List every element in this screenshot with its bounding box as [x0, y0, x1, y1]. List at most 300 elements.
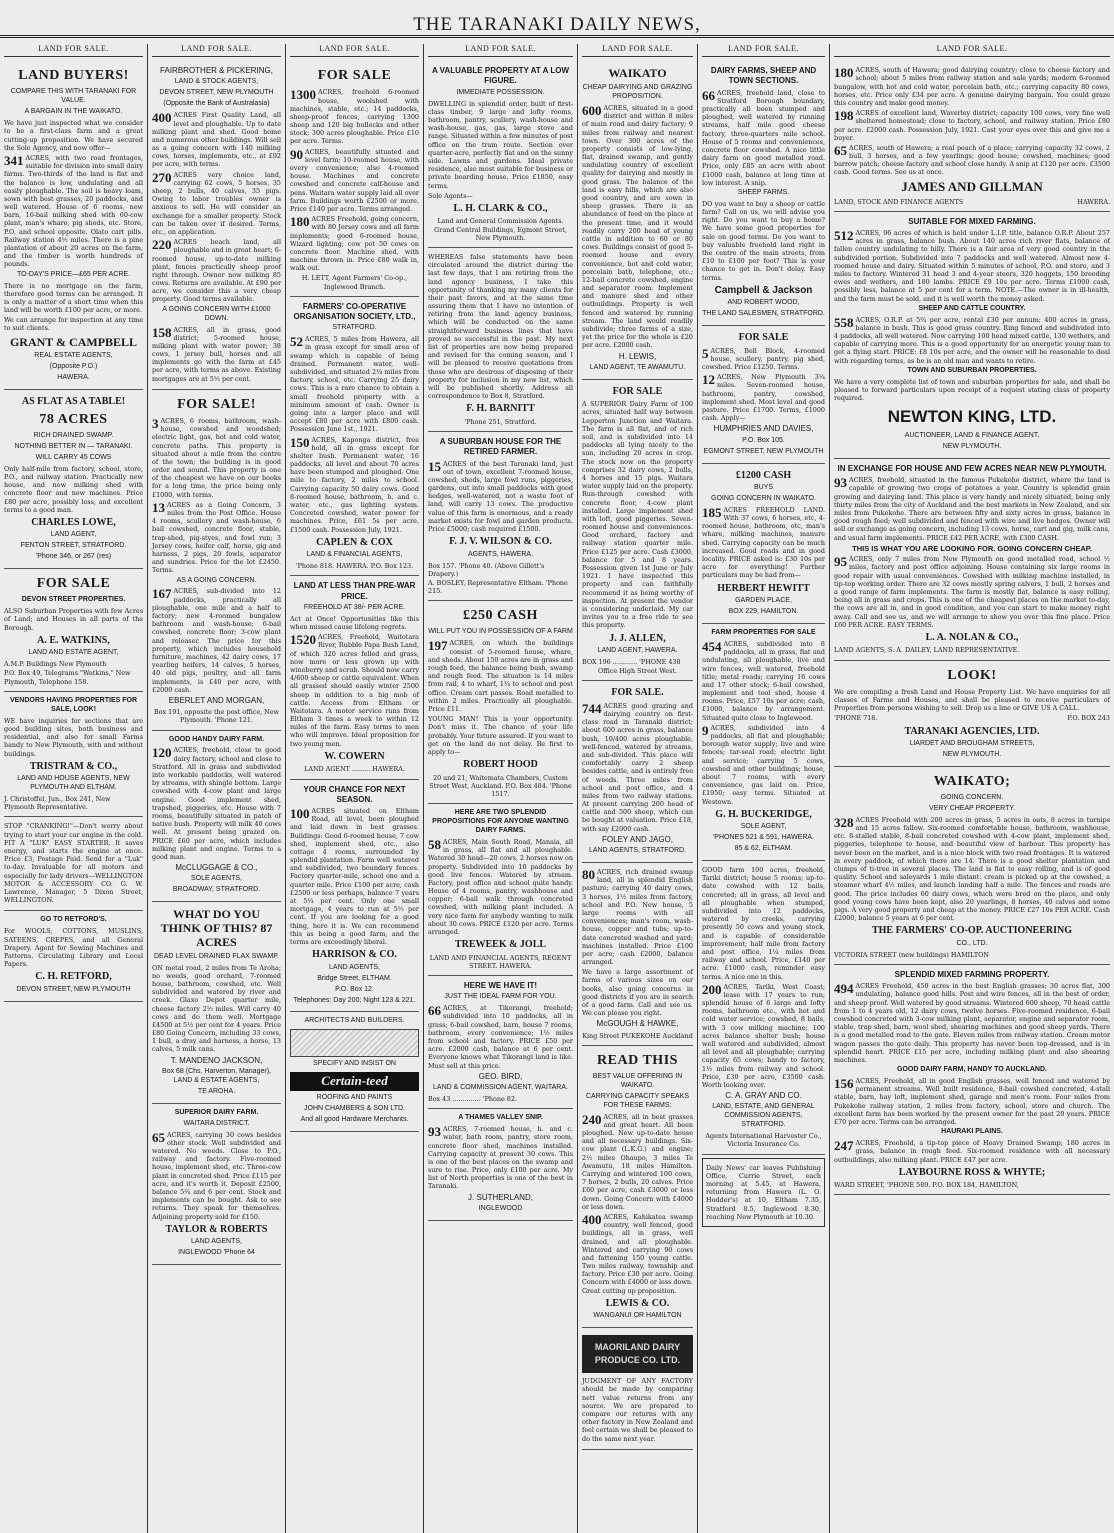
- column-6: [698, 44, 830, 1533]
- ad-subhead: DEAD LEVEL DRAINED FLAX SWAMP.: [154, 952, 279, 960]
- ad-headline: FOR SALE.: [611, 687, 664, 699]
- ad-handy-dairy: [152, 731, 281, 903]
- agent-line: LAND AGENTS,: [329, 963, 380, 971]
- ad-text: We can arrange for inspection at any time to suit clients.: [4, 316, 143, 333]
- acres-figure: 1300: [290, 87, 316, 103]
- ad-text: DO you want to buy a sheep or cattle farm? Call on us, we will advise you right. Do you want to buy a home? We have some good properties for sale on good terms. Do you want to buy valuable freehold land right in the centre of the main streets, from £10 to £100 per foot? This is your chance to get in. Don't delay. Easy terms.: [702, 199, 825, 282]
- ad-headline: A VALUABLE PROPERTY AT A LOW FIGURE.: [431, 66, 570, 86]
- ad-subhead: BEST VALUE OFFERING IN WAIKATO.: [592, 1072, 683, 1089]
- agent-name: G. H. BUCKERIDGE,: [715, 808, 812, 820]
- ad-headline: A THAMES VALLEY SNIP.: [458, 1114, 543, 1122]
- agent-line: INGLEWOOD 'Phone 64: [178, 1249, 255, 1257]
- agent-line: 85 & 62, ELTHAM.: [734, 845, 793, 853]
- acres-figure: 180: [834, 65, 854, 81]
- listing-text: ACRES, Freehold, Waitotara River, Rubble Papa Bush Land, of which 320 acres felled and grass, now more or less grown up with wineberry and scrub. Should now carry 4/600 sheep or cattle equivalent. When all grassed should easily winter 2500 sheep in addition to a big mob of cattle. Access from Eltham or Waitotara. A motor service runs from Eltham 3 times a week to within 12 miles of the farm. Easy terms to men who will improve. Ideal proposition for two young men.: [290, 633, 419, 748]
- agent-name: T. MANDENO JACKSON,: [170, 1055, 263, 1065]
- acres-figure: 240: [582, 1111, 602, 1127]
- agent-name: JAMES AND GILLMAN: [901, 178, 1043, 194]
- ad-headline: SUPERIOR DAIRY FARM.: [174, 1108, 259, 1116]
- house-illustration: [290, 1029, 419, 1057]
- agent-line: SOLE AGENT,: [740, 823, 787, 831]
- agent-name: ROBERT HOOD: [463, 759, 538, 771]
- listing-text: ACRES, south of Hawera; good dairying country; close to cheese factory and school; about 5 miles from railway station and sale yards; modern 6-roomed bungalow, with hot and cold water, porcelain bath, etc.; carrying capacity 80 cows, horses, etc. Price only £34 per acre. A genuine dairying bargain. You could graze this country and make good money.: [834, 66, 1110, 107]
- ad-fairbrother: [152, 61, 281, 390]
- acres-figure: 1520: [290, 632, 316, 648]
- ad-headline: WHAT DO YOU THINK OF THIS? 87 ACRES: [160, 907, 273, 949]
- agent-line: LIARDET AND BROUGHAM STREETS,: [909, 740, 1035, 748]
- listing-text: ACRES Freehold, 450 acres in the best English grasses; 30 acres flat, 300 undulating, balance good hills. Post and wire fences, all in the best of order, and sheep proof. Well watered by good streams. Wintered 600 sheep, 70 head cattle from 1 to 4 years old, 12 dairy cows, twelve horses. Five-roomed residence, 6-bail cowshed concreted with 3-cow milking plant, separator, engine and separator room, stable, trap shed, barn, wool shed, shearing machines and good sheep yards. There is a good metalled road to the gate. Eleven miles from railway station. Cream motor wagon passes the gate daily. This property has never been top-dressed, and is in splendid heart. PRICE £15 per acre, including milking plant and also shearing machines.: [834, 982, 1110, 1064]
- column-2: [148, 44, 286, 1533]
- agent-line: AGENTS, HAWERA.: [467, 550, 534, 558]
- ad-subhead: TOWN AND SUBURBAN PROPERTIES.: [907, 366, 1037, 374]
- agent-line: H. LETT, Agent Farmers' Co-op., Inglewood Branch.: [301, 274, 408, 291]
- agent-line: NEW PLYMOUTH.: [942, 443, 1002, 451]
- agent-line: WANGANUI OR HAMILTON: [593, 1312, 682, 1320]
- listing-text: ACRES, with two road frontages, suitable for division into small dairy farms. Two-thirds of the land is flat and the balance is low, undulating and all easily ploughable. The soil is heavy loam, sown with best grasses, 20 paddocks, and well watered. House of 6 rooms, new barn, 16-bail milking shed with 60-cow plant, man's whare, pig sheds, etc. Store, P.O. and school opposite. Olato cart pills. Railway station 4½ miles. There is a pine plantation of about 20 acres on the farm, and the timber is worth hundreds of pounds.: [4, 153, 143, 269]
- agent-name: J. J. ALLEN,: [609, 632, 666, 644]
- acres-figure: 13: [152, 499, 165, 515]
- ad-headline: DAIRY FARMS, SHEEP AND TOWN SECTIONS.: [710, 66, 817, 86]
- agent-line: THE LAND SALESMEN, STRATFORD.: [702, 310, 825, 318]
- agent-line: Telephones: Day 200; Night 123 & 221.: [293, 996, 416, 1004]
- agent-line: LAND AGENT ......... HAWERA.: [304, 765, 405, 774]
- ad-certain-teed: [290, 1012, 419, 1132]
- listing-text: ACRES, at Tikorangi, freehold; subdivided into 10 paddocks, all in grass; 6-bail cowshed, barn, house 7 rooms, bathroom, every convenience; 1½ miles from school and factory. PRICE £50 per acre. £2000 cash, balance at 6 per cent. Everyone knows what Tikorangi land is like. Must sell at this price.: [428, 1004, 573, 1070]
- listing-text: ACRES, Freehold, a tip-top piece of Heavy Drained Swamp; 180 acres in grass, balance in rough feed. Six-roomed residence with all necessary outbuildings, also milking plant. PRICE £47 per acre.: [834, 1139, 1110, 1164]
- ad-james-gillman: [834, 61, 1110, 212]
- agent-line: AND ROBERT WOOD,: [727, 299, 800, 307]
- agent-name: GEO. BIRD,: [478, 1071, 523, 1081]
- acres-figure: 93: [834, 475, 847, 491]
- listing-text: ACRES First Quality Land, all level and ploughable. Up to date milking plant and shed. Good home and numerous other buildings. Will sell as a going concern with 140 milking cows, horses, implements, etc., at £92 per acre, with terms.: [152, 111, 281, 169]
- ad-subhead: WILL PUT YOU IN POSSESSION OF A FARM: [428, 628, 573, 636]
- acres-figure: 185: [702, 504, 722, 520]
- listing-text: ACRES of excellent land, Waverley district; capacity 100 cows, very fine well sheltered homestead; close to factory, school, and railway station. Price £80 per acre. £2000 cash. Possession July, 1921. Cast your eyes over this and give me a buyer.: [834, 109, 1110, 142]
- agent-line: P.O. Box 105.: [742, 436, 785, 444]
- ad-subhead: A GOING CONCERN WITH £1000 DOWN.: [162, 305, 271, 322]
- ad-vendors: [4, 692, 143, 818]
- ad-headline: FOR SALE: [36, 576, 111, 592]
- ad-devon-street: [4, 569, 143, 692]
- acres-figure: 9: [702, 722, 709, 738]
- ad-land-buyers: [4, 61, 143, 390]
- newspaper-title: THE TARANAKI DAILY NEWS,: [413, 14, 701, 35]
- ad-text: ON metal road, 2 miles from Te Aroha; no weeds, good orchard, 7-roomed house, bathroom, cowshed, etc. Well subdivided and watered by river and creek. Glaxo Depot quarter mile, cheese factory 2½ miles. Will carry 40 cows and do them well. Mortgage £4500 at 5½ per cent for 4 years. Price £80 Going Concern, including 33 cows, 1 bull, a dray and harness, a horse, 13 calves, 5 milk cans.: [152, 963, 281, 1054]
- listing-text: ACRES, sub-divided into 12 paddocks, practically all ploughable, one mile and a half to factory; new 4-roomed bungalow bathroom and wash-house; 6-bail cowshed, concrete floor; 3-cow plant and releaser. The price for this property, which includes household furniture, machines, 42 dairy cows, 17 yearling heifers, 14 calves, 5 horses, 40 old pigs, poultry, and all farm implements, is £40 per acre, with £2000 cash.: [152, 587, 281, 694]
- agent-line: LAND AGENT, HAWERA.: [597, 647, 678, 654]
- ad-subhead: WAITARA DISTRICT.: [183, 1119, 250, 1127]
- agent-line: JOHN CHAMBERS & SON LTD.: [304, 1105, 405, 1113]
- brand-logo: Certain-teed: [290, 1072, 419, 1091]
- ad-87-acres: [152, 902, 281, 1104]
- acres-figure: 65: [834, 142, 847, 158]
- listing-text: ACRES, Kaponga district, free hold, all in grass except for shelter bush. Permanent water, 16 paddocks, all level and about 70 acres have been stumped and ploughed. One mile to factory, 2 miles to school. Carrying capacity 50 dairy cows. Good 8-roomed house, bathroom, h. and c. water, etc., gas lighting system. Concreted cowshed, water power for machines. Price, £61 5s per acre. £1500 cash. Possession July, 1921.: [290, 435, 419, 534]
- agent-line: SOLE AGENTS,: [191, 875, 242, 883]
- listing-text: ACRES Freehold with 200 acres in grass, 5 acres in oats, 8 acres in turnips and 15 acres fallow. Six-roomed comfortable house, bathroom, washhouse, etc. 8-stalled stable, 8-bail concreted cowshed with 4-cow plant, implement shed, piggeries, telephone to house, and beautiful view of harbour. This property has never been on the market, and is a nice block with two road frontages. It is watered in every paddock, of which there are 14. There is a good shelter plantation and clumps of ti-tree in several places. The land is flat to easy rolling, and is of good quality. School and saleyards 1 mile distant: cream is picked up at the cowshed, a steamer wharf 4½ miles, and launch landing half a mile. The fences and roads are good. The price includes 60 dairy cows, which were bred on the place, and only good young cows have been kept, also 20 yearlings, 8 horses, 40 calves and some pigs. A very good property and cheap at the money. PRICE £27 10s PER ACRE. Cash £2000, balance 5 years at 6 per cent.: [834, 815, 1110, 923]
- agent-line: 'Phone 346, or 267 (res): [35, 553, 112, 561]
- ad-farm-properties: [702, 624, 825, 861]
- agent-line: WARD STREET, 'PHONE 589. P.O. BOX 184, HAMILTON,: [834, 1181, 1019, 1190]
- acres-figure: 197: [428, 638, 448, 654]
- listing-text: ACRES, freehold, close to good dairy factory, school and close to Stratford. All in grass and subdivided into workable paddocks, well watered by streams, with shingle bottom. Large cowshed with 4-cow plant and large engine. Good implement shed, trapshed, piggeries, etc. House with 7 rooms, beautifully situated in patch of native bush. Property will milk 40 cows well. At present being grazed on. PRICE £60 per acre, which includes milking plant and engine. Terms to a good man.: [152, 746, 281, 861]
- agent-line: 20 and 21, Waitemata Chambers, Custom Street West, Auckland. P.O. Box 484. 'Phone 1517.: [429, 773, 572, 798]
- agent-line: LAND & FINANCIAL AGENTS,: [306, 551, 403, 559]
- ad-headline: FOR SALE: [738, 332, 789, 344]
- acres-figure: 220: [152, 237, 172, 253]
- agent-line: LAND AND HOUSE AGENTS, NEW PLYMOUTH AND ELTHAM.: [17, 775, 130, 792]
- agent-line: Box 157. 'Phone 40. (Above Gillett's Drapery.): [428, 561, 545, 578]
- agent-name: McGOUGH & HAWKE,: [596, 1019, 679, 1029]
- agent-line: [834, 714, 1110, 722]
- agent-line: LAND AND ESTATE AGENT,: [28, 649, 119, 657]
- ad-headline: SUITABLE FOR MIXED FARMING.: [908, 216, 1036, 226]
- agent-name: A. E. WATKINS,: [37, 634, 110, 646]
- ad-subhead: COMPARE THIS WITH TARANAKI FOR VALUE.: [10, 88, 137, 105]
- ad-mcgough: [582, 863, 693, 1046]
- ad-text: For WOOLS, COTTONS, MUSLINS, SATEENS, CREPES, and all General Drapery. Agent for Sewing Machines and Patterns. Circulating Library and Local Papers.: [4, 927, 143, 969]
- agent-name: W. COWERN: [324, 750, 385, 762]
- ad-subhead: BUYS: [753, 484, 774, 492]
- listing-text: ACRES, all in grass, good district; 5-roomed house, milking plant with water power; 38 cows, 1 jersey bull, horses and all implements go with the farm at £45 per acre, with terms as above. Existing mortgages are at 5½ per cent.: [152, 325, 281, 383]
- agent-line: BROADWAY, STRATFORD.: [172, 886, 261, 894]
- agent-line: LAND AGENTS, S. A. DAILEY, LAND REPRESENTATIVE.: [834, 646, 1020, 655]
- column-heading: LAND FOR SALE.: [582, 44, 693, 57]
- acres-figure: 5: [702, 345, 709, 361]
- ad-subhead: CARRYING CAPACITY SPEAKS FOR THESE FARMS:: [585, 1092, 690, 1109]
- ad-listing: [4, 154, 143, 269]
- agent-line: LAND AGENT,: [50, 531, 97, 539]
- agent-line: DEVON STREET, NEW PLYMOUTH: [159, 89, 274, 97]
- agent-line: VICTORIA STREET (new buildings) HAMILTON: [834, 950, 989, 959]
- agent-name: HERBERT HEWITT: [717, 582, 810, 594]
- agent-line: CO., LTD.: [956, 939, 988, 947]
- ad-subhead: WILL CARRY 45 COWS: [35, 453, 112, 461]
- ad-subhead: RICH DRAINED SWAMP.: [33, 431, 114, 439]
- ad-headline: ARCHITECTS AND BUILDERS.: [304, 1017, 405, 1025]
- ad-humphries: [702, 326, 825, 463]
- agent-name: THE FARMERS' CO-OP. AUCTIONEERING: [871, 925, 1073, 937]
- ad-text: YOUNG MAN! This is your opportunity. Don't miss it. The chance of your life probably. Your future assured. If you want to get on the land do not delay. Be first to apply to—: [428, 715, 574, 756]
- acres-figure: 66: [428, 1003, 441, 1019]
- ad-waikato-going: [834, 767, 1110, 965]
- ad-subhead: AS A GOING CONCERN.: [176, 576, 257, 584]
- agent-line: 'PHONES 521 & 591, HAWERA.: [712, 834, 815, 842]
- agent-line: GARDEN PLACE,: [735, 597, 792, 605]
- ad-headline: £1200 CASH: [735, 469, 792, 481]
- ad-headline: HERE WE HAVE IT!: [463, 981, 538, 991]
- ad-text: DWELLING in splendid order, built of first-class timber, 9 large and lofty rooms, bathroom, pantry, scullery, wash-house and wash-house, gas, gas, large stove and range. Situated within a few minutes of post office on the tram route. Section over quarter-acre, perfectly flat and on the sunny side. Lawns and gardens. Ideal private residence, also most suitable for business or private boarding house. Price £1850, easy terms.: [428, 99, 573, 190]
- acres-figure: 52: [290, 334, 303, 350]
- agent-line: NEW PLYMOUTH.: [942, 750, 1002, 758]
- listing-text: ACRES, freehold, situated in the famous Pukekohe district, where the land is capable of growing two crops of potatoes a year. Country is splendid grain growing and dairying land. This place is very handy and nicely situated, being only thirty miles from the city of Auckland and the best markets in New Zealand, and six miles from Pukekohe. There are between fifty and sixty acres in grass, balance in good rough feed; well subdivided and fenced with wire and live hedges. Owner will sell or exchange as going concern, including 13 cows, horse, cart and gig, milk cans, and usual farm implements. PRICE £42 PER ACRE, with £300 CASH.: [834, 476, 1110, 542]
- ad-subhead: GOING CONCERN.: [940, 794, 1004, 802]
- agent-name: HARRISON & CO.: [312, 949, 397, 961]
- listing-text: ACRES, New Plymouth 3¼ miles. Seven-roomed house, bathroom, pantry, cowshed, implement shed. Most level and good pasture. Price £1700. Terms, £1000 cash. Apply—: [702, 373, 825, 423]
- listing-text: ACRES, beautifully situated and level farm; 10-roomed house, with every convenience; also 4-roomed house. Machines and concrete cowshed and concrete calf-house and pens. Waitara water supply laid all over farm. Buildings worth £2500 or more. Price £140 per acre. Terms arranged.: [290, 147, 419, 213]
- ad-text: We have a large assortment of farms of various sizes on our books, also going concerns in good districts if you are in search of a good farm. Call and see us. We can please you right.: [582, 968, 693, 1018]
- ad-headline: LAND AT LESS THAN PRE-WAR PRICE.: [293, 581, 416, 601]
- po-box: P.O. BOX 243: [1067, 714, 1110, 723]
- ad-text: A SUPERIOR Dairy Farm of 100 acres, situated half way between Lepperton Junction and Waitara. The farm is all flat, and of rich soil, and is subdivided into 14 paddocks all lying nicely to the sun, including 20 acres in crop. The stock now on the property comprises 32 dairy cows, 2 bulls, 4 horses and 15 pigs. Waitara water supply laid on the property. Run-through cowshed with concrete floor, 4-cow plant installed. Large implement shed with loft, good piggeries. Seven-roomed house and conveniences. Good orchard, factory and railway station quarter mile. Price £125 per acre. Cash £3000, balance for 5 and 8 years. Possession given 1st June or July 1921. I have inspected this property and can faithfully recommend it as being worthy of inspection. At present the vendor is considering underlaid. My car invites you to a free ride to see this property.: [582, 400, 693, 630]
- agent-line: Box 68 (Chs. Harverton, Manager), LAND & ESTATE AGENTS,: [162, 1067, 271, 1084]
- ad-subhead: SHEEP FARMS.: [737, 188, 790, 196]
- ad-laybourne: [834, 965, 1110, 1195]
- acres-figure: 167: [152, 586, 172, 602]
- acres-figure: 198: [834, 108, 854, 124]
- agent-name: CAPLEN & COX: [316, 536, 393, 548]
- agent-line: Box 43 .............. 'Phone 82.: [428, 1094, 517, 1103]
- ad-subhead: SPECIFY AND INSIST ON: [313, 1060, 396, 1068]
- ad-text: JUDGMENT OF ANY FACTORY should be made by comparing nett value returns from any source. We are prepared to compare our returns with any other factory in New Zealand and feel certain we shall be pleased to do the same next year.: [582, 1377, 693, 1443]
- acres-figure: 600: [582, 102, 602, 118]
- listing-text: ACRES, freehold land, close to Stratford Borough boundary, practically all been stumped and ploughed, well watered by running streams, half mile good cheese factory, three-quarters mile school. House of 5 rooms and conveniences, concrete floor cowshed. A nice little dairy farm on good metalled road. Price, only £85 an acre with about £1000 cash, balance at long time at low interest. A snip.: [702, 88, 825, 187]
- ad-text: We have a very complete list of town and suburban properties for sale, and shall be pleased to forward particulars upon receipt of a request stating class of property required.: [834, 377, 1110, 403]
- acres-figure: 158: [152, 324, 172, 340]
- ad-text: GOOD farm 100 acres, freehold, Tariki district; house 5 rooms; up-to-date cowshed with 12 bails, concreted; all in grass, all level and all ploughable when stumped, subdivided into 12 paddocks, watered by creeks, carrying presently 50 cows and young stock, and is capable of considerable improvement; half mile from factory and post office, 1¼ miles from railway and school. Price, £140 per acre. £1000 cash, reminder easy terms. A nice one in this.: [702, 866, 825, 981]
- ad-headline: READ THIS: [597, 1052, 678, 1068]
- agent-line: P.O. Box 49, Telegrams "Watkins," New Plymouth, Telephone 158.: [4, 669, 131, 686]
- listing-text: ACRES, carrying 30 cows besides other stock. Well subdivided and watered. No weeds. Close to P.O., railway and factory. Five-roomed house, implement shed, etc. Three-cow plant in concreted shed. Price £115 per acre, and it's worth it. Deposit £2500, balance 5¾ and 6 per cent. Stock and implements can be bought. Ask to see returns. They speak for themselves. Adjoining property sold for £150.: [152, 1130, 281, 1221]
- ad-for-sale-foley: [582, 681, 693, 863]
- agent-line: Land and General Commission Agents. Grand Central Buildings, Egmont Street, New Plymouth.: [434, 217, 567, 242]
- column-3: [286, 44, 424, 1533]
- ad-flat-table: [4, 390, 143, 569]
- ad-text: WE have inquiries for sections that are good building sites, both business and residential, and also for small Farms handy to New Plymouth, with and without buildings.: [4, 716, 143, 758]
- agent-line-text: LAND, STOCK AND FINANCE AGENTS: [834, 197, 964, 206]
- acres-figure: 120: [152, 745, 172, 761]
- agent-name: F. J. V. WILSON & CO.: [449, 536, 552, 548]
- agent-line: REAL ESTATE AGENTS,: [34, 352, 113, 360]
- agent-line: LAND AND FINANCIAL AGENTS, REGENT STREET. HAWERA.: [429, 953, 572, 970]
- ad-text: Sole Agents—: [428, 191, 473, 200]
- ad-headline: FOR SALE: [317, 68, 392, 84]
- listing-text: ACRES FREEHOLD LAND. With 37 cows, 6 horses, etc, 4-roomed house, bathroom, etc, man's whare, milking machines, manure shed. Carrying capacity can be much increased. Good roads and in good locality. PRICE asked is: £30 10s per acre for everything! Further particulars may be had from—: [702, 505, 825, 580]
- acres-figure: 12: [702, 372, 715, 388]
- agent-name: FOLEY AND JAGO,: [602, 834, 673, 844]
- ad-here-we-have-it: [428, 976, 573, 1109]
- ad-headline: FARM PROPERTIES FOR SALE: [711, 629, 816, 637]
- listing-text: ACRES, only 7 miles from New Plymouth on good metalled road, school ½ miles, factory and post office adjoining. House containing six large rooms in good repair with usual conveniences. Cowshed with milking machine installed, in tip-top working order. There are 32 cows mostly spring calvers, 1 bull, 2 horses and a good range of farm implements. The farm is mostly flat, balance is easy rolling, being all in grass and crops. This is one of the cheapest places on the market to-day, the cows are all in, and in good condition, and you can start to make money right away. Call and see us, and we will arrange to show you over this fine place. Price £60 PER ACRE. EASY TERMS.: [834, 555, 1110, 629]
- agent-line: STRATFORD.: [332, 324, 377, 332]
- ad-1200-cash: [702, 464, 825, 625]
- listing-text: ACRES, all in best grasses and great heart. All been ploughed. New up-to-date house and all necessary buildings. Six-cow plant (L.K.G.) and engine; 2½ miles Ohaupo, 3 miles Te Awamutu, 18 miles Hamilton. Carrying and wintered 100 cows, 7 horses, 2 bulls, 20 calves. Price £60 per acre, cash £3000 or less down. Going Concern with £4000 or less down.: [582, 1112, 693, 1211]
- agent-line: Agents International Harvester Co., Victoria Insurance Co.: [705, 1132, 822, 1149]
- ad-retford: [4, 911, 143, 1001]
- acres-figure: 400: [582, 1211, 602, 1227]
- listing-text: ACRES Freehold, going concern, with 80 Jersey cows and all farm implements; good 6-roomed house, Wizard lighting; cow pot 50 cows on concrete floor. Machine shed, with machine thrown in. Price £80 walk in, walk out.: [290, 215, 419, 273]
- agent-line: A.M.P. Buildings New Plymouth: [4, 660, 107, 669]
- listing-text: ACRES, south of Hawera; a real peach of a place; carrying capacity 32 cows, 2 bull, 3 horses, and a few yearlings; good house; cowshed, machines; good barrow patch; cheese factory and school close handy. A snip at £120 per acre. £3500 cash. Good terms. See us at once.: [834, 143, 1110, 177]
- agent-line: [834, 198, 1110, 206]
- ad-subhead: NOTHING BETTER IN — TARANAKI.: [14, 442, 133, 450]
- ad-for-sale-lett: [290, 61, 419, 297]
- ad-text: Daily News' car leaves Publishing Office, Currie Street, each morning at 5.45, at Hawera, returning from Hawera (L. O. Hodder's) at 10, Eltham 7.35, Stratford 8.5, Inglewood 8.30, reaching New Plymouth at 10.30.: [706, 1163, 821, 1221]
- agent-name: McCLUGGAGE & CO.,: [175, 863, 258, 873]
- column-heading: LAND FOR SALE.: [834, 44, 1110, 57]
- ad-headline: LOOK!: [947, 667, 997, 683]
- acres-figure: 180: [290, 214, 310, 230]
- agent-line: King Street PUKEKOHE Auckland: [582, 1031, 693, 1040]
- agent-line: BOX 229, HAMILTON.: [728, 608, 799, 616]
- ad-subhead: CHEAP DAIRYING AND GRAZING PROPOSITION.: [582, 84, 693, 100]
- ad-daily-news-car: [702, 1158, 825, 1227]
- column-heading: LAND FOR SALE.: [702, 44, 825, 57]
- ad-headline: YOUR CHANCE FOR NEXT SEASON.: [303, 784, 406, 804]
- acres-figure: 494: [834, 981, 854, 997]
- agent-line: LAND AGENTS,: [191, 1238, 242, 1246]
- acres-figure: 100: [290, 805, 310, 821]
- ad-subhead: GOING CONCERN IN WAIKATO.: [711, 494, 816, 502]
- ad-subhead: THIS IS WHAT YOU ARE LOOKING FOR. GOING CONCERN CHEAP.: [852, 543, 1092, 553]
- acres-figure: 156: [834, 1076, 854, 1092]
- agent-line: 'Phone 818. HAWERA. P.O. Box 123.: [295, 562, 414, 571]
- listing-text: ACRES, Main South Road, Manaia, all in grass, all flat and all ploughable. Watered 30 head—20 cows, 2 horses now on property. Subdivided into 10 paddocks by good live fences. Watered by stream. Factory, post office and school quite handy. House of 4 rooms, pantry, washhouse and copper; 6-bail walk through concreted cowshed, with milking plant included. A very nice farm for anybody wanting to milk about 30 cows. PRICE £120 per acre. Terms arranged.: [428, 837, 573, 937]
- agent-line: LAND AGENTS, STRATFORD.: [588, 847, 687, 855]
- acres-figure: 90: [290, 146, 303, 162]
- masthead: [0, 0, 1114, 38]
- listing-text: ACRES beach land, all ploughable and in great heart; 6-roomed house, up-to-date milking plant, fences practically sheep proof right through. Owner now milking 85 cows. Returns are available. At £90 per acre, we consider this a very cheap property. Good terms available.: [152, 238, 281, 304]
- listing-text: ACRES, Freehold, all in good English grasses, well fenced and watered by permanent streams. Well built residence, 8-bail cowshed concreted, 4-stall stable, barn, hay loft, implement shed, garage and men's room. Four miles from Pukekohe railway station, 2 miles from factory, school, store and church. The excellent farm has been worked by the present owner for the past 20 years. PRICE £70 per acre. Terms can be arranged.: [834, 1077, 1110, 1126]
- acres-figure: 15: [428, 458, 441, 474]
- acres-figure: 150: [290, 434, 310, 450]
- agent-line: (Opposite P.O.): [49, 363, 98, 371]
- agent-name: L. A. NOLAN & CO.,: [925, 631, 1019, 643]
- listing-text: ACRES very choice land, carrying 62 cows, 5 horses, 35 sheep, 2 bulls, 40 calves, 35 pigs. Owing to labor troubles owner is anxious to sell. He will consider an exchange for a smaller property. Stock can be taken over if desired. Terms, etc., on application.: [152, 170, 281, 236]
- ad-text: We have just inspected what we consider to be a first-class farm and a great cutting-up proposition. We have secured the Sole Agency, and now offer—: [4, 119, 143, 152]
- agent-name: TARANAKI AGENCIES, LTD.: [904, 725, 1040, 737]
- ad-superior-dairy: [152, 1104, 281, 1265]
- listing-text: ACRES, rich drained swamp land, all in splendid English pasture; carrying 40 dairy cows, 3 horses, 1½ miles from factory, school and P.O. New house, 5 large rooms with all conveniences; man's room, wash-house, copper and tubs; up-to-date concreted washed and yard; machines installed. Price £100 per acre; cash £2000, balance arranged.: [582, 868, 693, 967]
- agent-line: J. Christoffel, Jun., Box 241, New Plymouth Representative.: [4, 795, 111, 812]
- ad-text: WHEREAS false statements have been circulated around the district during the last few days, that I am retiring from the land agency business, I take this opportunity of thanking my many clients for their past favors, and at the same time assuring them that I have no intention of retiring from the land agency business, which will be conducted on the same straightforward business lines that have proved so successful in the past. My next list of properties are now being prepared and revised for the coming season, and I will be pleased to receive quotations from those who are desirous of disposing of their property for inclusion in my new list, which will be published shortly. Address all correspondence to Box 8, Stratford.: [428, 252, 573, 401]
- ad-price: TO-DAY'S PRICE—£65 PER ACRE.: [16, 270, 131, 278]
- listing-text: ACRES, 5 miles from Hawera, all in grass except for small area of swamp which is capable of being drained. Permanent water, well-subdivided, and situated 2¼ miles from factory, school, etc. Carrying 25 dairy cows. This is a rare chance to obtain a small freehold property with a minimum amount of cash. Owner is going into a larger place and will accept £80 per acre with £800 cash. Possession June 1st., 1921.: [290, 335, 419, 434]
- column-7: [830, 44, 1114, 1533]
- listing-text: ACRES good grazing and dairying country on first-class road in Taranaki district; about 600 acres in grass, balance bush, 10/400 acres ploughable, well-fenced, watered by streams, and sub-divided. This place will comfortably carry 2 sheep besides cattle, and is entirely free of weeds. Three miles from school and post office, and 4 miles from two railway stations. At present carrying 200 head of cattle and 500 sheep, which can be bought at valuation. Price £18, with say £2000 cash.: [582, 701, 693, 833]
- agent-name: C. A. GRAY AND CO.: [725, 1091, 802, 1101]
- ad-headline: FOR SALE!: [177, 396, 256, 412]
- columns: [0, 44, 1114, 1533]
- ad-gray: [702, 861, 825, 1155]
- ad-two-propositions: [428, 804, 573, 976]
- acres-figure: 512: [834, 228, 854, 244]
- acres-figure: 95: [834, 554, 847, 570]
- agent-name: FAIRBROTHER & PICKERING,: [160, 66, 273, 76]
- acres-figure: 93: [428, 1124, 441, 1140]
- acres-figure: 328: [834, 814, 854, 830]
- ad-subhead: HAURAKI PLAINS.: [941, 1128, 1003, 1136]
- column-1: [0, 44, 148, 1533]
- ad-text: STOP "CRANKING!"—Don't worry about trying to start your car engine in the cold. FIT A "LUK" EASY STARTER. It saves energy, and starts the engine at once. Price £3, Postage Paid. Send for a "Luk" to-day. Invaluable for all motors and especially for lady drivers—WELLINGTON MOTOR & ACCESSORY CO. G. W. Lawrence, Manager, 5 Dixon Street, WELLINGTON.: [4, 822, 143, 905]
- ad-headline: A SUBURBAN HOUSE FOR THE RETIRED FARMER.: [439, 437, 562, 457]
- acres-figure: 58: [428, 836, 441, 852]
- ad-text: We are compiling a fresh Land and House Property List. We have enquiries for all classes of Farms and Houses, and shall be pleased to receive particulars of Properties from persons wishing to sell. Drop us a line or GIVE US A CALL.: [834, 687, 1110, 713]
- listing-text: ACRES, subdivided into 4 paddocks, all flat and ploughable; borough water supply; live and wire fences; tar-seal road; electric light and service; carrying 5 cows, cowshed and other buildings; house, about 7 rooms, with every convenience, gas laid on. Price, £1950; easy terms. Situated at Westown.: [702, 723, 825, 806]
- ad-waikato-cheap: [582, 61, 693, 380]
- agent-name: Campbell & Jackson: [714, 284, 813, 296]
- column-heading: LAND FOR SALE.: [428, 44, 573, 57]
- column-heading: LAND FOR SALE.: [152, 44, 281, 57]
- agent-line: FENTON STREET, STRATFORD.: [20, 542, 127, 550]
- agent-line: (Opposite the Bank of Australasia): [163, 100, 270, 108]
- listing-text: ACRES, Bell Block, 4-roomed house, scullery, pantry, pig shed, cowshed. Price £1250. Terms.: [702, 346, 825, 372]
- agent-line: HAWERA.: [57, 374, 90, 382]
- ad-valuable-property: [428, 61, 573, 248]
- ad-text: Only half-mile from factory, school, store, P.O., and railway station. Practically new house, and new milking shed with concrete floor and new machines. Price £80 per acre, possibly less, and excellent terms to a good man.: [4, 464, 143, 514]
- agent-line: AUCTIONEER, LAND & FINANCE AGENT,: [904, 432, 1040, 440]
- acres-figure: 341: [4, 152, 24, 168]
- listing-text: ACRES situated on Eltham Road, all level, been ploughed and laid down in best grasses. Buildings: Good 6-roomed house, 7 cow shed, implement shed, etc., also cottage 4 rooms, surrounded by splendid plantation. Farm well watered and subdivided, two boundary fences. Factory quarter-mile, school one and a quarter mile. Price £100 per acre, cash £2500 or less perhaps, balance 7 years at 5¼ per cent. Only one small mortgage, 4 years to run at 5½ per cent. If you are looking for a good thing, here it is. We can recommend this as being a good farm, and the terms are exceedingly liberal.: [290, 806, 419, 946]
- agent-name: LAYBOURNE ROSS & WHYTE;: [898, 1166, 1046, 1178]
- acres-figure: 80: [582, 867, 595, 883]
- listing-text: ACRES, subdivided into 8 paddocks, all in grass, flat and undulating, all ploughable, live and wire fences, well watered, freehold title; metal roads; carrying 16 cows and 17 other stock; 6-bail cowshed, implement and tool shed, house 4 rooms. Price, £57 10s per acre; cash, £1000, balance by arrangement. Situated quite close to Inglewood.: [702, 639, 825, 722]
- agent-line: INGLEWOOD: [478, 1204, 523, 1212]
- listing-text: ACRES, on which the buildings consist of 5-roomed house, whare, and sheds. About 150 acres are in grass and rough feed, the balance being bush, swamp and rough feed. The situation is 14 miles from rail, 4 to wharf, 1¼ to school and post office. Cream cart passes. Road metalled to within 2 miles. Practically all ploughable. Price £11.: [428, 639, 573, 713]
- column-heading: LAND FOR SALE.: [4, 44, 143, 57]
- agent-town: HAWERA.: [1077, 197, 1110, 206]
- ad-farmers-coop: [290, 297, 419, 577]
- ad-subhead: ROOFING AND PAINTS: [316, 1094, 393, 1102]
- ad-headline: VENDORS HAVING PROPERTIES FOR SALE, LOOK!: [9, 696, 138, 713]
- ad-headline: SPLENDID MIXED FARMING PROPERTY.: [894, 970, 1050, 979]
- agent-line: P.O. Box 12.: [335, 985, 374, 993]
- agent-line: LAND AGENT, TE AWAMUTU.: [589, 363, 686, 371]
- ad-read-this: [582, 1046, 693, 1328]
- listing-text: ACRES, situated in a good district and within 8 miles of main road and dairy factory; 9 miles from railway and nearest town. Over 300 acres of the property consists of low-lying, flat, drained swamp, and gently undulating country of excellent quality for dairying and mostly in good grass. The balance of the land is easy hills, which are also good country, and are sown in sheep grasses. There is an abundance of feed on the place at the present time, and it would readily carry 200 head of young cattle in addition to 60 or 80 cows. Buildings consist of good 5-roomed house and every convenience, hot and cold water, porcelain bath, telephone, etc.; 12-bail concrete cowshed, engine and separator room. Implement and manure shed and other outbuildings. Property is well fenced and watered by running stream. The land would readily subdivide; three farms of a size, yet the price for the whole is £20 per acre. £2000 cash.: [582, 103, 693, 350]
- agent-line: EGMONT STREET, NEW PLYMOUTH: [703, 447, 824, 455]
- ad-suburban-house: [428, 432, 573, 601]
- ad-subhead: IMMEDIATE POSSESSION.: [456, 88, 545, 96]
- listing-text: ACRES, 7-roomed house, h. and c. water, bath room, pantry, store room, concrete floor shed, machines installed. Carrying capacity at present 30 cows. This is one of the best places on the swamp and sure to rise. Price, only £100 per acre. My list of North properties is one of the best in Taranaki.: [428, 1125, 573, 1191]
- acres-figure: 3: [152, 415, 159, 431]
- agent-line: Bridge Street, ELTHAM.: [317, 974, 392, 982]
- column-4: [424, 44, 578, 1533]
- acres-figure: 65: [152, 1129, 165, 1145]
- agent-line: TE AROHA.: [197, 1087, 236, 1095]
- ad-barnitt: [428, 248, 573, 432]
- ad-luk-starter: [4, 817, 143, 911]
- acres-figure: 400: [152, 110, 172, 126]
- agent-name: HUMPHRIES AND DAVIES,: [713, 424, 814, 434]
- acres-figure: 558: [834, 314, 854, 330]
- agent-line: LAND, ESTATE, AND GENERAL COMMISSION AGENTS, STRATFORD.: [712, 1103, 815, 1129]
- listing-text: ACRES, Kahikatea swamp country, well fenced, good buildings, all in grass, well drained, and all ploughable. Wintered and carrying 90 cows and fattening 150 young cattle. Two miles railway, township and factory. Price £30 per acre. Going Concern with £4000 or less down. Great cutting up proposition.: [582, 1212, 693, 1295]
- ad-nolan: [834, 459, 1110, 661]
- listing-text: ACRES, freehold 6-roomed house, woolshed with machines, stable, etc.; 14 paddocks, sheep-proof fences, carrying 1300 sheep and 120 big bullocks and other stock; 300 acres ploughable. Price £10 per acre. Terms.: [290, 88, 419, 146]
- maoriland-logo: MAORILAND DAIRY PRODUCE CO. LTD.: [582, 1335, 693, 1373]
- ad-headline: HERE ARE TWO SPLENDID PROPOSITIONS FOR ANYONE WANTING DAIRY FARMS.: [432, 809, 569, 835]
- ad-text: Act at Once! Opportunities like this when missed cause lifelong regrets.: [290, 614, 419, 631]
- ad-subhead: JUST THE IDEAL FARM FOR YOU.: [444, 993, 557, 1001]
- listing-text: ACRES, 6 rooms, bathroom, wash-house, cowshed and woodshed; electric light, gas, hot and cold water, concrete paths. This property is situated about a mile from the centre of the town; the building is in good order and sound. This property is one of the cheapest we have on our books for a long time, the price being only £1000, with terms.: [152, 416, 281, 499]
- agent-name: F. H. BARNITT: [466, 403, 535, 415]
- agent-line: BOX 196 ............ 'PHONE 438: [582, 657, 681, 666]
- acres-figure: 744: [582, 700, 602, 716]
- ad-250-cash: [428, 601, 573, 804]
- agent-name: GRANT & CAMPBELL: [9, 334, 138, 349]
- ad-superior-dairy-allen: [582, 380, 693, 682]
- ad-for-sale: [152, 390, 281, 731]
- agent-name: EBERLET AND MORGAN,: [168, 695, 265, 705]
- ad-headline: WAIKATO: [608, 66, 667, 81]
- ad-text: There is no mortgage on the farm, therefore good terms can be arranged. It is only a matter of a short time when this land will be worth £100 per acre, or more.: [4, 281, 143, 315]
- agent-name: FARMERS' CO-OPERATIVE ORGANISATION SOCIETY, LTD.,: [293, 301, 416, 322]
- ad-pre-war: [290, 576, 419, 779]
- agent-line: DEVON STREET, NEW PLYMOUTH: [16, 985, 131, 993]
- phone-number: 'PHONE 718.: [834, 714, 878, 723]
- listing-text: ACRES, Tariki, West Coast; lease with 17 years to run; splendid house of 6 large and lofty rooms, bathroom etc., with hot and cold water service; cowshed, 8 bails, with 3 cow milking machine; 100 acres balance shelter bush; house well watered and subdivided, almost all level and all ploughable; carrying capacity 65 cows; handy to factory, 1½ miles from railway and school. Price, £30 per acre, £3500 cash. Worth looking over.: [702, 982, 825, 1089]
- agent-line: And all good Hardware Merchants.: [300, 1116, 409, 1124]
